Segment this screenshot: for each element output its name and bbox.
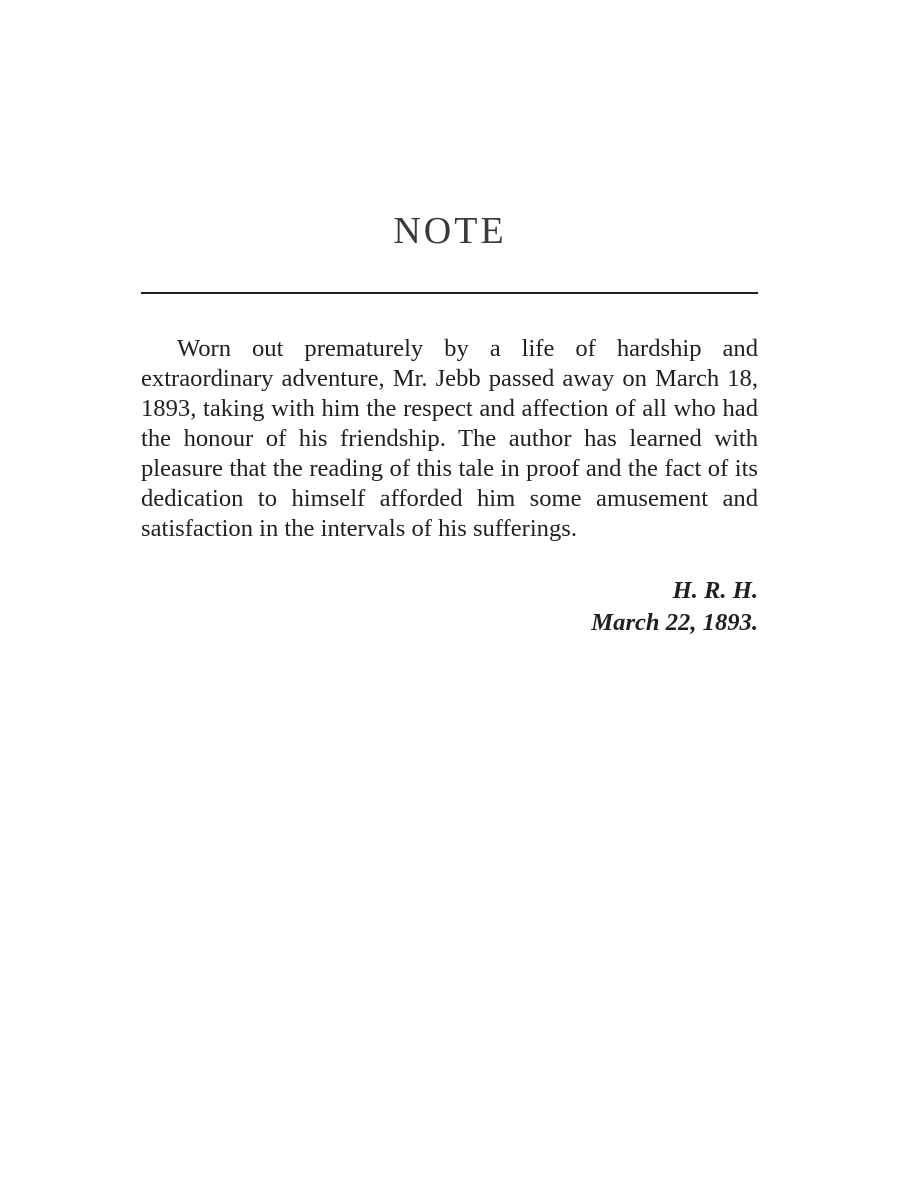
signature-date: March 22, 1893. <box>591 609 758 636</box>
signature-block <box>591 575 758 639</box>
signature-initials: H. R. H. <box>672 577 758 604</box>
horizontal-rule <box>141 292 758 294</box>
note-paragraph: Worn out prematurely by a life of hardship and extraordinary adventure, Mr. Jebb passed away on March 18, 1893, taking with him the respect and affection of all who had the honour of his friendship. The author has learned with pleasure that the reading of this tale in proof and the fact of its dedication to himself afforded him some amusement and satisfaction in the intervals of his sufferings. <box>141 335 758 542</box>
page-title: NOTE <box>393 210 507 252</box>
